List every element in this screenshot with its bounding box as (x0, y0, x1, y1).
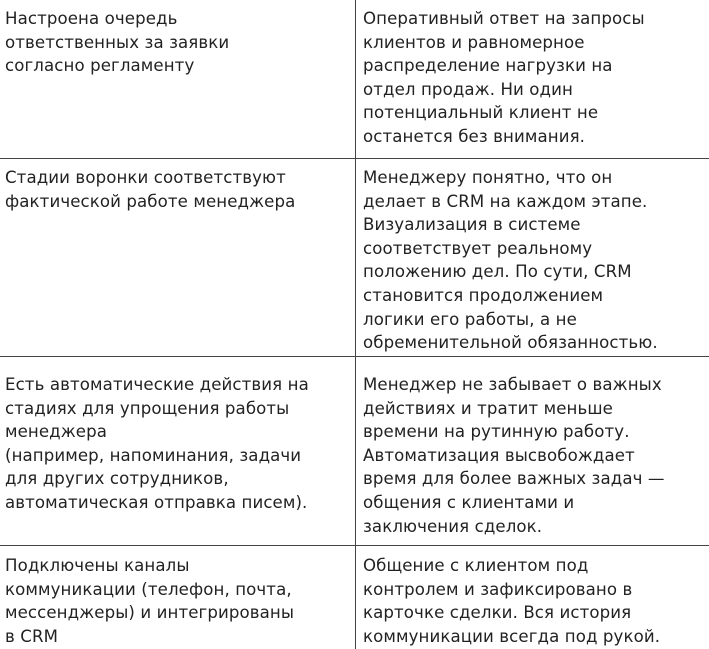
table-cell-benefit: Оперативный ответ на запросы клиентов и равномерное распределение нагрузки на отдел продаж. Ни один потенциальный клиент не останется без внимания. (363, 9, 645, 146)
row-divider (0, 356, 709, 357)
table-cell-criterion: Настроена очередь ответственных за заявки согласно регламенту (5, 9, 230, 76)
table-cell-criterion: Подключены каналы коммуникации (телефон, почта, мессенджеры) и интегрированы в CRM (5, 556, 295, 646)
table-cell-benefit: Менеджер не забывает о важных действиях и тратит меньше времени на рутинную работу. Автоматизация высвобождает время для более важных задач — общения с клиентами и заключения сделок. (363, 375, 665, 536)
row-divider (0, 158, 709, 159)
table-cell-criterion: Есть автоматические действия на стадиях для упрощения работы менеджера (например, напоминания, задачи для других сотрудников, автоматическая отправка писем). (5, 375, 309, 512)
table-cell-benefit: Общение с клиентом под контролем и зафиксировано в карточке сделки. Вся история коммуникации всегда под рукой. (363, 556, 661, 646)
table-cell-benefit: Менеджеру понятно, что он делает в CRM на каждом этапе. Визуализация в системе соответствует реальному положению дел. По сути, CRM становится продолжением логики его работы, а не обременительной обязанностью. (363, 168, 658, 353)
row-divider (0, 545, 709, 546)
column-divider (355, 0, 356, 649)
table-cell-criterion: Стадии воронки соответствуют фактической работе менеджера (5, 168, 296, 211)
